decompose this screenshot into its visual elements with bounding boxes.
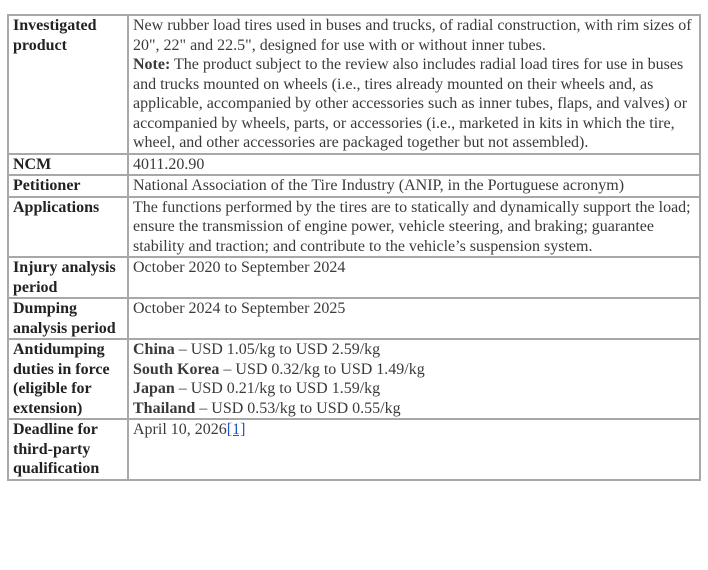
- row-label-deadline: Deadline for third-party qualification: [8, 419, 128, 480]
- duty-item: [133, 399, 695, 419]
- duty-rate: – USD 1.05/kg to USD 2.59/kg: [174, 341, 381, 358]
- row-label-antidumping-duties: Antidumping duties in force (eligible for extension): [8, 339, 128, 419]
- table-row-deadline: [8, 419, 700, 480]
- table-row-investigated-product: [8, 15, 700, 154]
- duty-country: China: [133, 341, 175, 358]
- table-row-antidumping-duties: [8, 339, 700, 419]
- row-label-investigated-product: Investigated product: [8, 15, 128, 154]
- row-value-investigated-product: [128, 15, 700, 154]
- row-value-applications: The functions performed by the tires are to statically and dynamically support the load; ensure the transmission of engine power, vehicle steering, and braking; guarantee stability and traction; and contribute to the vehicle’s suspension system.: [128, 197, 700, 258]
- duty-item: [133, 340, 695, 360]
- footnote-link[interactable]: [1]: [226, 421, 246, 438]
- duty-item: [133, 379, 695, 399]
- table-row-petitioner: [8, 175, 700, 197]
- product-description: New rubber load tires used in buses and trucks, of radial construction, with rim sizes of 20", 22" and 22.5", designed for use with or without inner tubes.: [133, 17, 692, 54]
- row-value-ncm: 4011.20.90: [128, 154, 700, 176]
- row-value-antidumping-duties: [128, 339, 700, 419]
- row-value-petitioner: National Association of the Tire Industry (ANIP, in the Portuguese acronym): [128, 175, 700, 197]
- deadline-date: April 10, 2026: [133, 421, 227, 438]
- row-label-petitioner: Petitioner: [8, 175, 128, 197]
- row-value-dumping-analysis-period: October 2024 to September 2025: [128, 298, 700, 339]
- row-label-ncm: NCM: [8, 154, 128, 176]
- duty-country: Thailand: [133, 399, 196, 417]
- row-label-dumping-analysis-period: Dumping analysis period: [8, 298, 128, 339]
- row-label-applications: Applications: [8, 197, 128, 258]
- row-label-injury-analysis-period: Injury analysis period: [8, 257, 128, 298]
- note-label: Note:: [133, 56, 171, 73]
- table-row-dumping-analysis-period: [8, 298, 700, 339]
- duty-rate: – USD 0.32/kg to USD 1.49/kg: [219, 360, 425, 378]
- duty-country: Japan: [133, 380, 175, 397]
- duty-rate: – USD 0.21/kg to USD 1.59/kg: [174, 380, 381, 397]
- duty-country: South Korea: [133, 360, 220, 378]
- table-row-applications: [8, 197, 700, 258]
- note-text: The product subject to the review also includes radial load tires for use in buses and trucks mounted on wheels (i.e., tires already mounted on their wheels and, as applicable, accompanied by other accessories such as inner tubes, flaps, and valves) or accompanied by wheels, parts, or accessories (i.e., marketed in kits in which the tire, wheel, and other accessories are packaged together but not assembled).: [133, 56, 688, 151]
- duty-item: [133, 360, 695, 380]
- row-value-deadline: [128, 419, 700, 480]
- duty-rate: – USD 0.53/kg to USD 0.55/kg: [195, 399, 401, 417]
- table-row-injury-analysis-period: [8, 257, 700, 298]
- investigation-summary-table: [7, 14, 701, 481]
- table-row-ncm: [8, 154, 700, 176]
- row-value-injury-analysis-period: October 2020 to September 2024: [128, 257, 700, 298]
